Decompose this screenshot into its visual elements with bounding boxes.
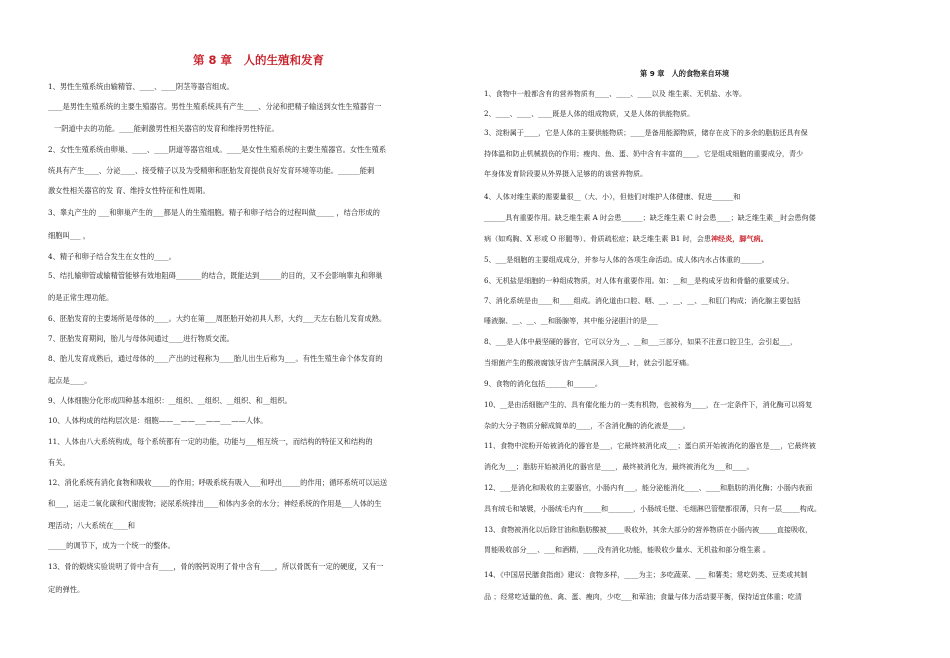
left-line-13: 7、胚胎发育期间，胎儿与母体间通过____进行物质交流。 xyxy=(48,334,234,343)
left-line-7: 3、睾丸产生的 ___和卵巢产生的___都是人的生殖细胞。精子和卵子结合的过程叫做_____ ，结合形成的 xyxy=(48,208,380,217)
left-line-21: 和___，运走二氧化碳和代谢废物；泌尿系统排出____和体内多余的水分；神经系统的作用是___人体的生 xyxy=(48,499,382,508)
left-line-3: 一阴道中去的功能。____能刺激男性相关器官的发育和维持男性特征。 xyxy=(54,124,279,133)
right-line-5: 年身体发育阶段要从外界摄入足够的的该营养物质。 xyxy=(484,169,648,178)
left-line-19: 有关。 xyxy=(48,458,70,467)
right-line-23: 胃能吸收部分___、___和酒精，____没有消化功能，能吸收少量水、无机盐和部分维生素 。 xyxy=(484,545,771,554)
left-line-1: 1、男性生殖系统由输精管、____、____阴茎等器官组成。 xyxy=(48,82,234,91)
left-line-18: 11、人体由八大系统构成，每个系统都有一定的功能，功能与___相互统一，而结构的特征又和结构的 xyxy=(48,437,373,446)
left-line-6: 激女性相关器官的发 育、维持女性特征和性周期。 xyxy=(48,186,210,195)
right-line-9: 5、___是细胞的主要组成成分，并参与人体的各项生命活动。成人体内水占体重的______。 xyxy=(484,255,769,264)
left-line-14: 8、胎儿发育成熟后，通过母体的____产出的过程称为____胎儿出生后称为___。有性生殖生命个体发育的 xyxy=(48,354,383,363)
left-line-20: 12、消化系统有消化食物和吸收_____的作用；呼吸系统有吸入___和呼出_____的作用；循环系统可以运送 xyxy=(48,478,388,487)
right-line-22: 13、食物被消化以后除甘油和脂肪酸被_____吸收外，其余大部分的营养物质在小肠内被_____直接吸收， xyxy=(484,525,813,534)
right-line-20: 12、___是消化和吸收的主要器官，小肠内有___，能分泌能消化____、____和脂肪的消化酶；小肠内表面 xyxy=(484,483,813,492)
right-line-7: ______具有重要作用。缺乏维生素 A 时会患______；缺乏维生素 C 时会患____；缺乏维生素__时会患佝偻 xyxy=(484,213,816,222)
left-line-10: 5、结扎输卵管或输精管能够有效地阻碍_______的结合，既能达到______的目的，又不会影响睾丸和卵巢 xyxy=(48,271,383,280)
right-line-14: 当细菌产生的酸液腐蚀牙齿产生龋洞深入到___时，就会引起牙痛。 xyxy=(484,358,694,367)
right-line-8: 病（如鸡胸、X 形或 O 形腿等）、骨质疏松症；缺乏维生素 B1 时，会患神经炎，脚气病。 xyxy=(484,234,768,243)
left-line-15: 起点是____。 xyxy=(48,376,92,385)
left-line-9: 4、精子和卵子结合发生在女性的____。 xyxy=(48,252,176,261)
left-line-11: 的是正常生理功能。 xyxy=(48,293,114,302)
left-line-23: _____的调节下，成为一个统一的整体。 xyxy=(48,541,175,550)
right-line-15: 9、食物的消化包括______和______。 xyxy=(484,379,603,388)
right-line-25: 品 ；经常吃适量的鱼、禽、蛋、瘦肉，少吃___和荤油；食量与体力活动要平衡，保持适宜体重；吃清 xyxy=(484,592,802,601)
right-line-13: 8、___是人体中最坚硬的器官，它可以分为__、__和___三部分，如果不注意口腔卫生，会引起___， xyxy=(484,337,798,346)
left-line-5: 统具有产生____、分泌____、接受精子以及为受精卵和胚胎发育提供良好发育环境等功能。______能刺 xyxy=(48,166,375,175)
left-line-24: 13、骨的煅烧实验说明了骨中含有____，骨的脱钙说明了骨中含有____，所以骨既有一定的硬度，又有一 xyxy=(48,562,384,571)
left-line-4: 2、女性生殖系统由卵巢、____、____阴道等器官组成。____是女性生殖系统的主要生殖器官。女性生殖系 xyxy=(48,145,387,154)
emphasis-text: 神经炎，脚气病。 xyxy=(710,234,768,243)
left-line-17: 10、人体构成的结构层次是：细胞——__——___——___——人体。 xyxy=(48,416,268,425)
right-line-3: 3、淀粉属于____，它是人体的主要供能物质；____是备用能源物质，储存在皮下的多余的脂肪还具有保 xyxy=(484,128,808,137)
chapter-9-title: 第 9 章 人的食物来自环境 xyxy=(640,69,730,78)
right-line-6: 4、人体对维生素的需要量很__（大、小），但他们对维护人体健康、促进______和 xyxy=(484,192,741,201)
right-line-4: 持体温和防止机械损伤的作用；瘦肉、鱼、蛋、奶中含有丰富的____，它是组成细胞的重要成分，青少 xyxy=(484,149,804,158)
left-line-16: 9、人体细胞分化形成四种基本组织：__组织、__组织、__组织、和__组织。 xyxy=(48,396,292,405)
right-line-16: 10、__是由活细胞产生的、具有催化能力的一类有机物，也被称为____，在一定条件下，消化酶可以将复 xyxy=(484,400,813,409)
right-line-11: 7、消化系统是由____和____组成。消化道由口腔、咽、__、__、__、__和肛门构成；消化腺主要包括 xyxy=(484,296,801,305)
right-line-1: 1、食物中一般都含有的营养物质有____、____、____以及 维生素、无机盐、水等。 xyxy=(484,89,747,98)
right-line-19: 消化为___；脂肪开始被消化的器官是____，最终被消化为，最终被消化为___和____。 xyxy=(484,462,754,471)
left-line-8: 细胞叫___ ， xyxy=(48,231,91,240)
right-line-17: 杂的大分子物质分解成简单的____，不含消化酶的消化液是____。 xyxy=(484,421,690,430)
left-line-2: ____是男性生殖系统的主要生殖器官。男性生殖系统具有产生____、分泌和把精子输送到女性生殖器官一 xyxy=(48,102,382,111)
left-line-25: 定的弹性。 xyxy=(48,585,85,594)
left-line-22: 理活动；八大系统在____和 xyxy=(48,521,136,530)
right-line-18: 11、食物中淀粉开始被消化的器官是___，它最终被消化成___；蛋白质开始被消化的器官是___，它最终被 xyxy=(484,441,816,450)
right-line-12: 唾液腺、__、__、__和肠腺等，其中能分泌胆汁的是___ xyxy=(484,316,658,325)
right-line-10: 6、无机盐是细胞的一种组成物质，对人体有重要作用。如：__和__是构成牙齿和骨骼的重要成分。 xyxy=(484,276,794,285)
right-line-21: 具有绒毛和皱襞，小肠绒毛内有_____和_______，小肠绒毛壁、毛细淋巴管壁都很薄，只有一层_____构成。 xyxy=(484,504,821,513)
right-line-24: 14、《中国居民膳食指南》建议：食物多样，____为主；多吃蔬菜、___ 和薯类；常吃奶类、豆类或其制 xyxy=(484,570,808,579)
chapter-8-title: 第 8 章 人的生殖和发育 xyxy=(193,53,325,67)
right-line-2: 2、____、____、____既是人体的组成物质，又是人体的供能物质。 xyxy=(484,109,695,118)
left-line-12: 6、胚胎发育的主要场所是母体的____。大约在第___周胚胎开始初具人形，大约___天左右胎儿发育成熟。 xyxy=(48,314,387,323)
